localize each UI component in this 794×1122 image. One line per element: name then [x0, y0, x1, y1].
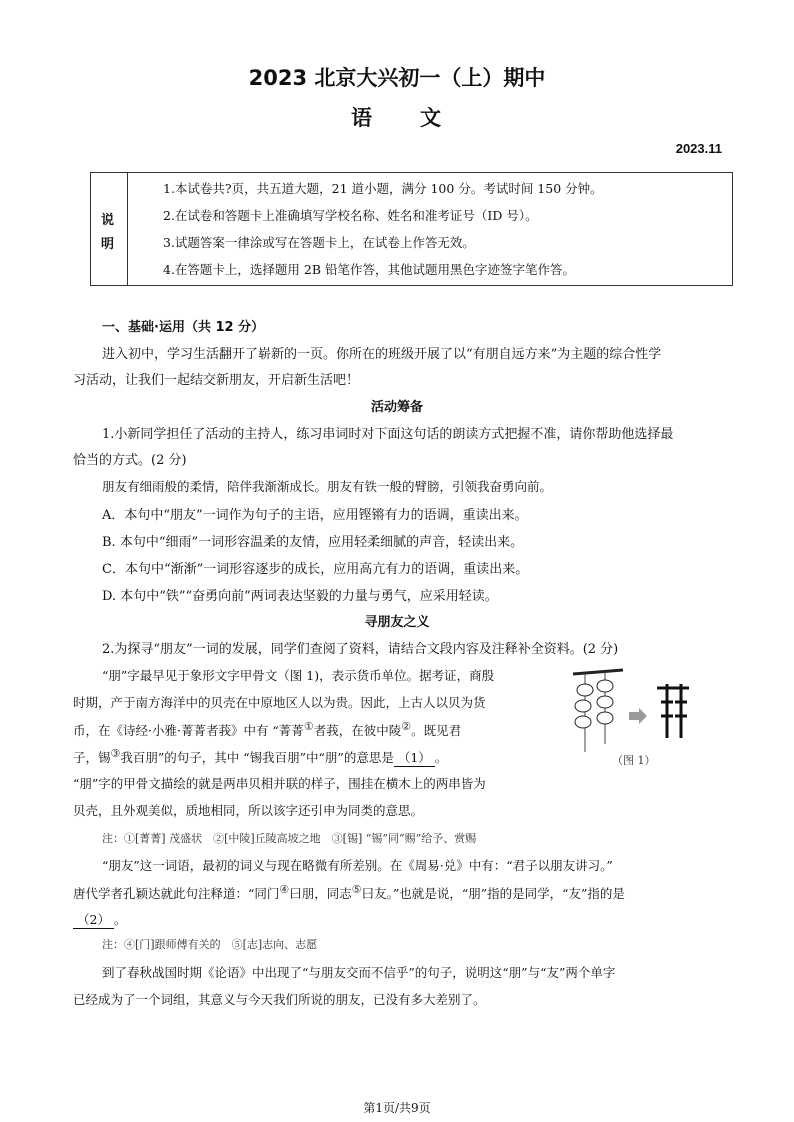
intro-line: 习活动，让我们一起结交新朋友，开启新生活吧！	[73, 373, 360, 388]
figure-caption: （图 1）	[612, 754, 656, 767]
question-1-text: 1.小新同学担任了活动的主持人，练习串词时对下面这句话的朗读方式把握不准，请你帮助他选择最	[102, 427, 674, 442]
passage-line: 到了春秋战国时期《论语》中出现了“与朋友交而不信乎”的句子，说明这“朋”与“友”两个单字	[102, 965, 616, 980]
label-char-2: 明	[101, 237, 115, 252]
passage-line: 唐代学者孔颖达就此句注释道：“同门④曰朋，同志⑤曰友。”也就是说，“朋”指的是同学，“友”指的是	[73, 883, 625, 902]
document-title: 2023 北京大兴初一（上）期中	[248, 66, 546, 90]
passage-line: 时期，产于南方海洋中的贝壳在中原地区人以为贵。因此，上古人以贝为货	[73, 695, 486, 710]
passage-line: （2） 。	[73, 910, 126, 929]
question-1-sentence: 朋友有细雨般的柔情，陪伴我渐渐成长。朋友有铁一般的臂膀，引领我奋勇向前。	[102, 479, 553, 494]
question-1-text: 恰当的方式。(2 分)	[73, 453, 187, 468]
section-heading: 一、基础·运用（共 12 分）	[102, 320, 265, 335]
passage-line: 已经成为了一个词组，其意义与今天我们所说的朋友，已没有多大差别了。	[73, 992, 486, 1007]
answer-blank-1[interactable]: （1）	[394, 748, 435, 767]
instruction-item: 3.试题答案一律涂或写在答题卡上，在试卷上作答无效。	[163, 235, 475, 250]
option-b: B. 本句中“细雨”一词形容温柔的友情，应用轻柔细腻的声音，轻读出来。	[102, 535, 524, 550]
page-number: 第1页/共9页	[363, 1101, 431, 1115]
option-d: D. 本句中“铁”“奋勇向前”两词表达坚毅的力量与勇气，应采用轻读。	[102, 589, 498, 604]
instruction-item: 1.本试卷共?页，共五道大题，21 道小题，满分 100 分。考试时间 150 分钟。	[163, 181, 603, 196]
option-c: C．本句中“渐渐”一词形容逐步的成长，应用高亢有力的语调，重读出来。	[102, 562, 529, 577]
passage-line: 贝壳，且外观美似，质地相同，所以该字还引申为同类的意思。	[73, 803, 424, 818]
instruction-item: 2.在试卷和答题卡上准确填写学校名称、姓名和准考证号（ID 号）。	[163, 208, 538, 223]
footnote: 注：①[菁菁] 茂盛状 ②[中陵]丘陵高坡之地 ③[锡] “锡”同“赐”给予、赏赐	[102, 832, 477, 845]
subsection-heading: 寻朋友之义	[364, 615, 430, 630]
intro-line: 进入初中，学习生活翻开了崭新的一页。你所在的班级开展了以“有朋自远方来”为主题的综合性学	[102, 347, 662, 362]
answer-blank-2[interactable]: （2）	[73, 910, 114, 929]
passage-line: “朋友”这一词语，最初的词义与现在略微有所差别。在《周易·兑》中有：“君子以朋友讲习。”	[102, 858, 613, 873]
exam-date: 2023.11	[675, 141, 722, 156]
label-char-1: 说	[101, 213, 115, 228]
passage-line: “朋”字最早见于象形文字甲骨文（图 1)，表示货币单位。据考证，商殷	[102, 668, 495, 683]
instructions-label	[91, 173, 128, 285]
subject-title: 语 文	[351, 106, 443, 130]
instruction-item: 4.在答题卡上，选择题用 2B 铅笔作答，其他试题用黑色字迹签字笔作答。	[163, 262, 576, 277]
passage-line: “朋”字的甲骨文描绘的就是两串贝相并联的样子，围挂在横木上的两串皆为	[73, 776, 486, 791]
passage-line: 子，锡③我百朋”的句子，其中 “锡我百朋”中“朋”的意思是 （1） 。	[73, 747, 448, 766]
subsection-heading: 活动筹备	[370, 400, 423, 415]
passage-line: 币，在《诗经·小雅·菁菁者莪》中有 “菁菁①者莪，在彼中陵②。既见君	[73, 720, 462, 739]
question-2-text: 2.为探寻“朋友”一词的发展，同学们查阅了资料，请结合文段内容及注释补全资料。(2 分)	[102, 642, 619, 657]
footnote: 注：④[门]跟师傅有关的 ⑤[志]志向、志愿	[102, 938, 318, 951]
instructions-box	[90, 172, 733, 286]
option-a: A．本句中“朋友”一词作为句子的主语，应用铿锵有力的语调，重读出来。	[102, 508, 528, 523]
